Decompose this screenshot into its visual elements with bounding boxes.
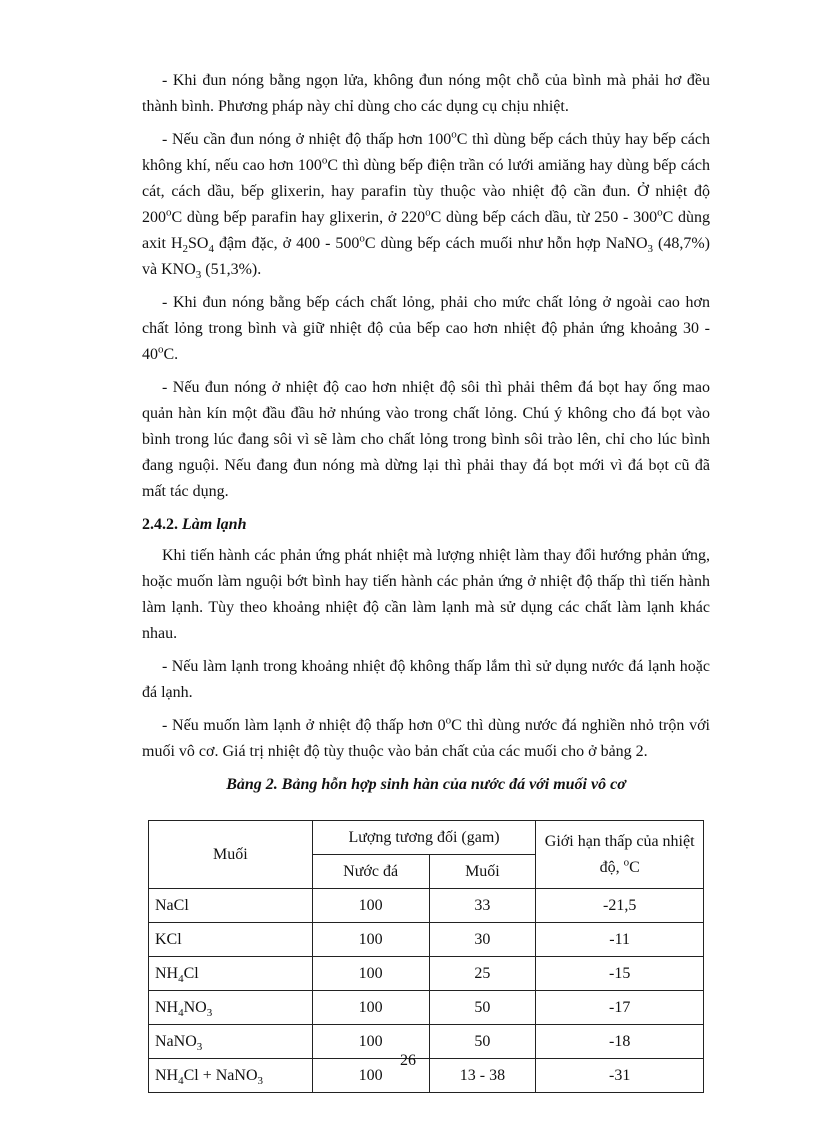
cell-salt: $NH_4Cl$ + NaNO$_3$ [149, 1059, 313, 1093]
paragraph-flame-heating: - Khi đun nóng bằng ngọn lửa, không đun nóng một chỗ của bình mà phải hơ đều thành bình. Phương pháp này chỉ dùng cho các dụng cụ chịu nhiệt. [142, 72, 710, 115]
section-title: Làm lạnh [182, 516, 247, 533]
cell-salt-amount: 50 [429, 991, 536, 1025]
cell-salt: KCl [149, 923, 313, 957]
cell-salt: NaNO$_3$ [149, 1025, 313, 1059]
table-row [149, 923, 704, 957]
cell-ice: 100 [312, 1025, 429, 1059]
cell-ice: 100 [312, 889, 429, 923]
table-row [149, 889, 704, 923]
cell-ice: 100 [312, 957, 429, 991]
cell-limit: -21,5 [536, 889, 704, 923]
cell-limit: -31 [536, 1059, 704, 1093]
cell-salt: $NH_4Cl$ [149, 957, 313, 991]
header-relative-amount: Lượng tương đối (gam) [312, 821, 536, 855]
cell-salt-amount: 13 - 38 [429, 1059, 536, 1093]
table-header-row [149, 821, 704, 855]
cell-salt-amount: 30 [429, 923, 536, 957]
paragraph-cooling-intro: Khi tiến hành các phản ứng phát nhiệt mà lượng nhiệt làm thay đổi hướng phản ứng, hoặc muốn làm nguội bớt bình hay tiến hành các phản ứng ở nhiệt độ thấp thì tiến hành làm lạnh. Tùy theo khoảng nhiệt độ cần làm lạnh mà sử dụng các chất làm lạnh khác nhau. [142, 547, 710, 642]
header-salt: Muối [149, 821, 313, 889]
section-heading [142, 512, 710, 538]
cell-limit: -15 [536, 957, 704, 991]
document-page [142, 68, 710, 1093]
section-number: 2.4.2. [142, 516, 178, 533]
table-row [149, 957, 704, 991]
subheader-salt: Muối [429, 855, 536, 889]
cell-limit: -17 [536, 991, 704, 1025]
cell-salt-amount: 25 [429, 957, 536, 991]
paragraph-ice-cooling: - Nếu làm lạnh trong khoảng nhiệt độ không thấp lắm thì sử dụng nước đá lạnh hoặc đá lạnh. [142, 658, 710, 701]
cell-salt: $NH_4NO_3$ [149, 991, 313, 1025]
cell-salt-amount: 50 [429, 1025, 536, 1059]
cell-salt: NaCl [149, 889, 313, 923]
paragraph-boiling-stones: - Nếu đun nóng ở nhiệt độ cao hơn nhiệt độ sôi thì phải thêm đá bọt hay ống mao quản hàn kín một đầu đầu hở nhúng vào trong chất lỏng. Chú ý không cho đá bọt vào bình trong lúc đang sôi vì sẽ làm cho chất lỏng trong bình sôi trào lên, chỉ cho lúc bình đang nguội. Nếu đang đun nóng mà dừng lại thì phải thay đá bọt mới vì đá bọt cũ đã mất tác dụng. [142, 379, 710, 500]
page-number: 26 [400, 1052, 416, 1069]
paragraph-liquid-bath: - Khi đun nóng bằng bếp cách chất lỏng, phải cho mức chất lỏng ở ngoài cao hơn chất lỏng trong bình và giữ nhiệt độ của bếp cao hơn nhiệt độ phản ứng khoảng 30 - 40$^o$C. [142, 294, 710, 363]
cell-salt-amount: 33 [429, 889, 536, 923]
cell-ice: 100 [312, 923, 429, 957]
table-caption: Bảng 2. Bảng hỗn hợp sinh hàn của nước đá với muối vô cơ [226, 776, 626, 793]
paragraph-salt-ice-mix: - Nếu muốn làm lạnh ở nhiệt độ thấp hơn 0$^o$C thì dùng nước đá nghiền nhỏ trộn với muối vô cơ. Giá trị nhiệt độ tùy thuộc vào bản chất của các muối cho ở bảng 2. [142, 714, 710, 760]
cell-ice: 100 [312, 1059, 429, 1093]
paragraph-heating-methods: - Nếu cần đun nóng ở nhiệt độ thấp hơn 100$^o$C thì dùng bếp cách thủy hay bếp cách không khí, nếu cao hơn 100$^o$C thì dùng bếp điện trần có lưới amiăng hay dùng bếp cách cát, cách dầu, bếp glixerin, hay parafin tùy thuộc vào nhiệt độ cần đun. Ở nhiệt độ 200$^o$C dùng bếp parafin hay glixerin, ở 220$^o$C dùng bếp cách dầu, từ 250 - 300$^o$C dùng axit $H_2SO_4$ đậm đặc, ở 400 - 500$^o$C dùng bếp cách muối như hỗn hợp NaNO$_3$ (48,7%) và $KNO_3$ (51,3%). [142, 128, 711, 282]
subheader-ice: Nước đá [312, 855, 429, 889]
cell-ice: 100 [312, 991, 429, 1025]
header-temperature-limit: Giới hạn thấp của nhiệt độ, $^o$C [536, 821, 704, 889]
cell-limit: -18 [536, 1025, 704, 1059]
cell-limit: -11 [536, 923, 704, 957]
table-row [149, 991, 704, 1025]
